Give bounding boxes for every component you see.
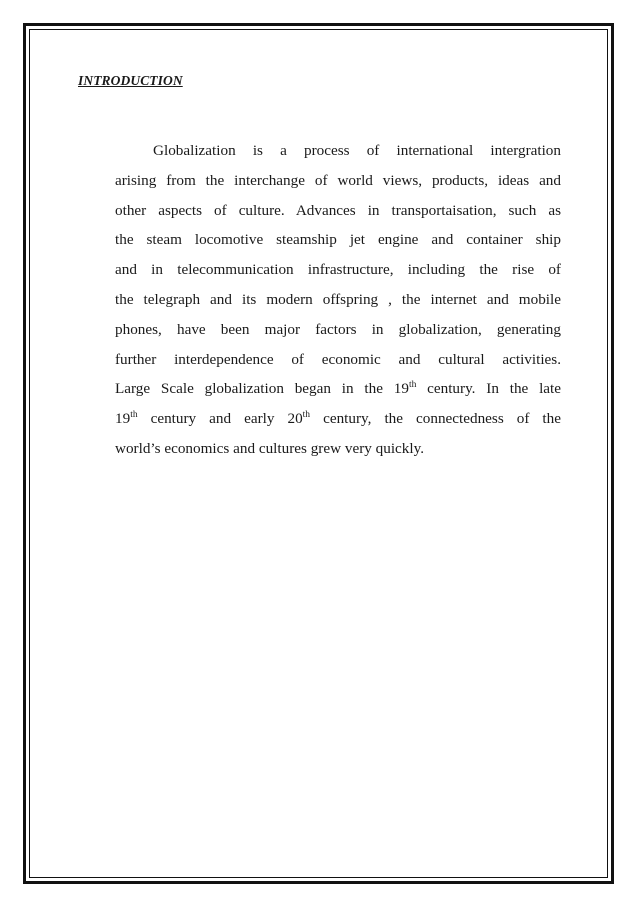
text-run: 19	[115, 410, 131, 428]
introduction-paragraph	[115, 136, 561, 464]
superscript: th	[130, 410, 138, 421]
paragraph-line	[115, 404, 561, 434]
paragraph-line: further interdependence of economic and cultural activities.	[115, 350, 561, 368]
section-heading: INTRODUCTION	[78, 73, 183, 88]
superscript: th	[408, 380, 417, 391]
paragraph-line: Globalization is a process of international intergration	[153, 142, 561, 159]
paragraph-line: phones, have been major factors in globalization, generating	[115, 320, 561, 338]
text-run: century and early 20	[137, 410, 303, 428]
paragraph-line: the steam locomotive steamship jet engine and container ship	[115, 231, 561, 249]
paragraph-line: world’s economics and cultures grew very quickly.	[115, 439, 425, 457]
text-run: Large Scale globalization began in the 19	[115, 380, 409, 398]
paragraph-line: the telegraph and its modern offspring , the internet and mobile	[115, 290, 561, 308]
paragraph-line: other aspects of culture. Advances in transportaisation, such as	[115, 201, 561, 219]
text-run: century. In the late	[416, 380, 561, 398]
paragraph-line: and in telecommunication infrastructure, including the rise of	[115, 261, 561, 279]
paragraph-line	[115, 374, 561, 404]
superscript: th	[302, 410, 311, 421]
paragraph-line: arising from the interchange of world views, products, ideas and	[115, 171, 561, 189]
text-run: century, the connectedness of the	[310, 410, 561, 428]
